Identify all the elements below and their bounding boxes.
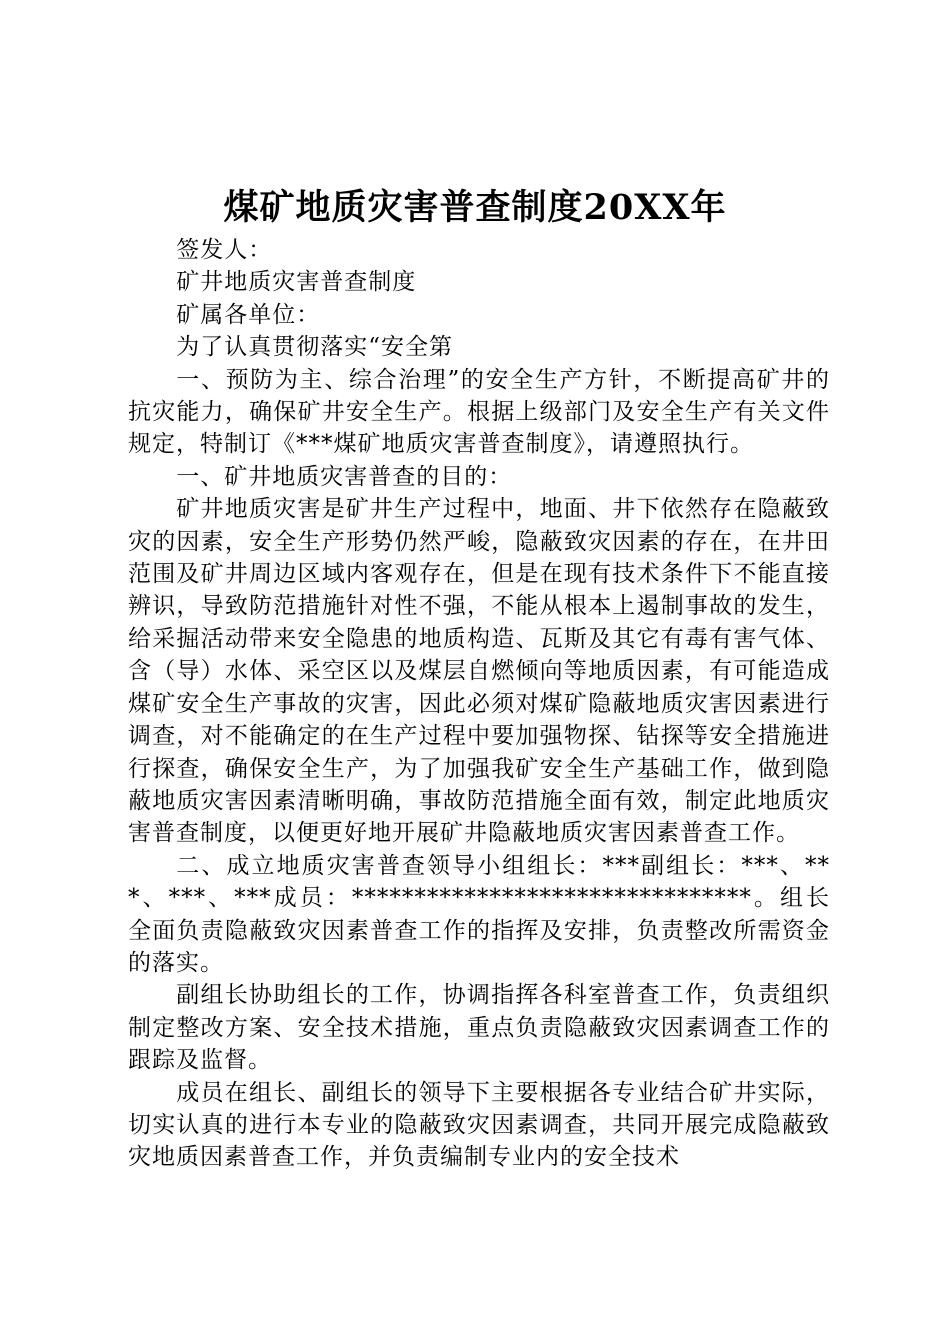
section-heading: 一、矿井地质灾害普查的目的：: [176, 463, 513, 490]
body-paragraph: 副组长协助组长的工作，协调指挥各科室普查工作，负责组织制定整改方案、安全技术措施，重点负责隐蔽致灾因素调查工作的跟踪及监督。: [128, 982, 830, 1074]
document-title: 煤矿地质灾害普查制度20XX年: [223, 187, 727, 228]
subtitle-line: 矿井地质灾害普查制度: [176, 269, 417, 296]
signer-line: 签发人：: [176, 237, 273, 263]
document-body: [128, 234, 830, 1174]
intro-line: 为了认真贯彻落实“安全第: [176, 334, 454, 361]
body-paragraph: 二、成立地质灾害普查领导小组组长：***副组长：***、***、***、***成员：********************************。组长全面负责隐蔽致灾因素普查工作的指挥及安排，负责整改所需资金的落实。: [128, 852, 830, 976]
body-paragraph: 成员在组长、副组长的领导下主要根据各专业结合矿井实际，切实认真的进行本专业的隐蔽致灾因素调查，共同开展完成隐蔽致灾地质因素普查工作，并负责编制专业内的安全技术: [128, 1079, 830, 1171]
body-paragraph: 一、预防为主、综合治理”的安全生产方针，不断提高矿井的抗灾能力，确保矿井安全生产。根据上级部门及安全生产有关文件规定，特制订《***煤矿地质灾害普查制度》，请遵照执行。: [128, 366, 830, 458]
addressee-line: 矿属各单位：: [176, 301, 321, 328]
body-paragraph: 矿井地质灾害是矿井生产过程中，地面、井下依然存在隐蔽致灾的因素，安全生产形势仍然严峻，隐蔽致灾因素的存在，在井田范围及矿井周边区域内客观存在，但是在现有技术条件下不能直接辨识，导致防范措施针对性不强，不能从根本上遏制事故的发生，给采掘活动带来安全隐患的地质构造、瓦斯及其它有毒有害气体、含（导）水体、采空区以及煤层自燃倾向等地质因素，有可能造成煤矿安全生产事故的灾害，因此必须对煤矿隐蔽地质灾害因素进行调查，对不能确定的在生产过程中要加强物探、钻探等安全措施进行探查，确保安全生产，为了加强我矿安全生产基础工作，做到隐蔽地质灾害因素清晰明确，事故防范措施全面有效，制定此地质灾害普查制度，以便更好地开展矿井隐蔽地质灾害因素普查工作。: [128, 496, 830, 847]
